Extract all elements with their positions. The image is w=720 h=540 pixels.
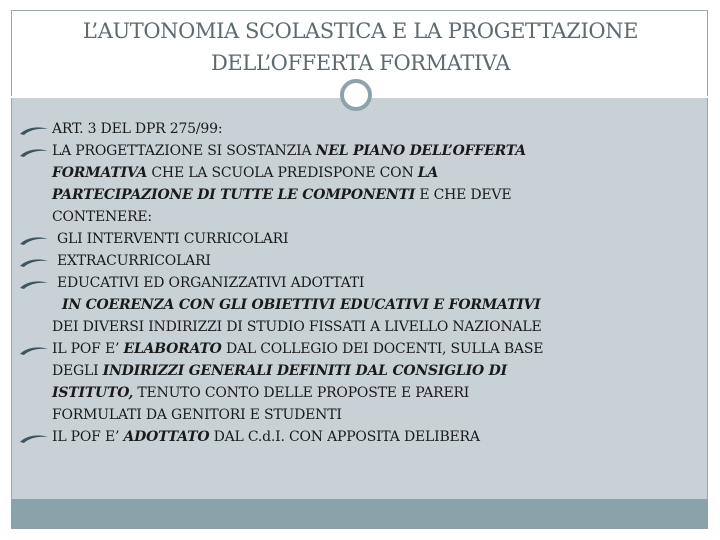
item-text-emph: FORMATIVA xyxy=(52,165,148,181)
item-continuation xyxy=(16,360,696,382)
item-text-emph: NEL PIANO DELL’OFFERTA xyxy=(315,143,526,159)
title-line-1: L’AUTONOMIA SCOLASTICA E LA PROGETTAZIONE xyxy=(82,19,639,43)
slide-title xyxy=(12,15,709,79)
item-text-emph: ISTITUTO, xyxy=(52,385,134,401)
item-text: FORMULATI DA GENITORI E STUDENTI xyxy=(52,407,342,423)
item-text-emph: LA xyxy=(417,165,439,181)
item-text: GLI INTERVENTI CURRICOLARI xyxy=(57,231,289,247)
item-text-emph: ELABORATO xyxy=(123,341,222,357)
item-continuation xyxy=(16,382,696,404)
list-item xyxy=(16,118,696,140)
item-text: DAL COLLEGIO DEI DOCENTI, SULLA BASE xyxy=(221,341,544,357)
swoosh-bullet-icon xyxy=(19,280,49,290)
item-text: TENUTO CONTO DELLE PROPOSTE E PARERI xyxy=(133,385,470,401)
list-item xyxy=(16,228,696,250)
item-continuation xyxy=(16,316,696,338)
ring-ornament-icon xyxy=(340,79,372,111)
item-continuation xyxy=(16,162,696,184)
item-continuation xyxy=(16,294,696,316)
item-text: LA PROGETTAZIONE SI SOSTANZIA xyxy=(52,143,316,159)
item-text-emph: PARTECIPAZIONE DI TUTTE LE COMPONENTI xyxy=(52,187,416,203)
list-item xyxy=(16,140,696,162)
item-text-emph: IN COERENZA CON GLI OBIETTIVI EDUCATIVI E FORMATIVI xyxy=(62,297,541,313)
item-text: E CHE DEVE xyxy=(415,187,512,203)
item-text: CONTENERE: xyxy=(52,209,152,225)
list-item xyxy=(16,250,696,272)
list-item xyxy=(16,426,696,448)
item-text: DEGLI xyxy=(52,363,103,379)
item-text: EXTRACURRICOLARI xyxy=(57,253,211,269)
item-text: ART. 3 DEL DPR 275/99: xyxy=(52,121,223,137)
item-text-emph: ADOTTATO xyxy=(123,429,210,445)
item-continuation xyxy=(16,206,696,228)
swoosh-bullet-icon xyxy=(19,346,49,356)
item-text: DAL C.d.I. CON APPOSITA DELIBERA xyxy=(209,429,480,445)
footer-bar xyxy=(11,499,708,529)
item-continuation xyxy=(16,184,696,206)
list-item xyxy=(16,272,696,294)
swoosh-bullet-icon xyxy=(19,434,49,444)
swoosh-bullet-icon xyxy=(19,258,49,268)
item-text: DEI DIVERSI INDIRIZZI DI STUDIO FISSATI A LIVELLO NAZIONALE xyxy=(52,319,542,335)
item-text: CHE LA SCUOLA PREDISPONE CON xyxy=(147,165,418,181)
swoosh-bullet-icon xyxy=(19,236,49,246)
list-item xyxy=(16,338,696,360)
swoosh-bullet-icon xyxy=(19,126,49,136)
swoosh-bullet-icon xyxy=(19,148,49,158)
item-text: IL POF E’ xyxy=(52,429,124,445)
bullet-list xyxy=(16,118,696,448)
item-text: EDUCATIVI ED ORGANIZZATIVI ADOTTATI xyxy=(57,275,365,291)
item-continuation xyxy=(16,404,696,426)
item-text: IL POF E’ xyxy=(52,341,124,357)
title-line-2: DELL’OFFERTA FORMATIVA xyxy=(210,51,511,75)
item-text-emph: INDIRIZZI GENERALI DEFINITI DAL CONSIGLIO DI xyxy=(102,363,507,379)
